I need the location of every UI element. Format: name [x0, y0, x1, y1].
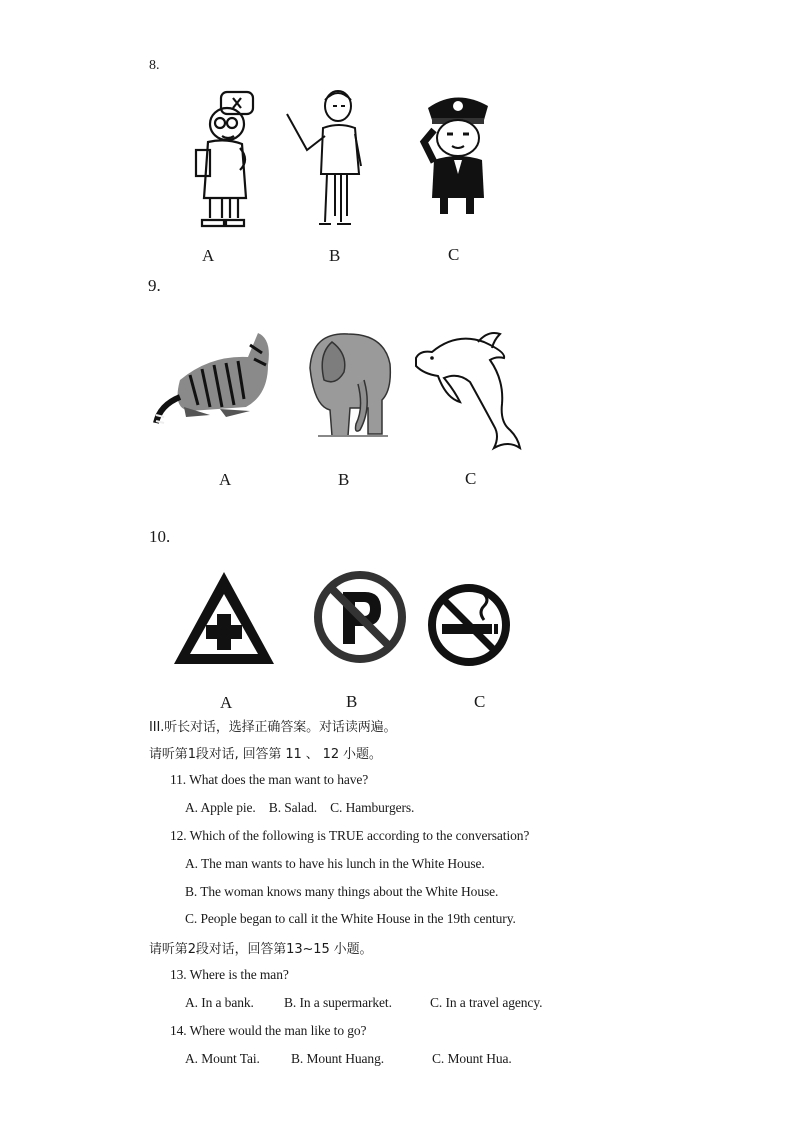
police-officer-icon	[420, 90, 495, 220]
q11-options: A. Apple pie. B. Salad. C. Hamburgers.	[185, 800, 415, 815]
no-parking-sign-icon	[313, 570, 407, 664]
q14-option-c: C. Mount Hua.	[432, 1051, 512, 1066]
dialog-2-intro: 请听第2段对话，回答第13~15 小题。	[149, 942, 373, 957]
q8-option-c: C	[448, 245, 460, 264]
q12-question: 12. Which of the following is TRUE according to the conversation?	[170, 828, 530, 843]
q14-option-b: B. Mount Huang.	[291, 1051, 385, 1066]
q12-option-a: A. The man wants to have his lunch in the White House.	[185, 856, 485, 871]
q13-option-c: C. In a travel agency.	[430, 995, 543, 1010]
q13-question: 13. Where is the man?	[170, 967, 289, 982]
no-smoking-sign-icon	[426, 582, 512, 668]
section-3-heading: III.听长对话，选择正确答案。对话读两遍。	[149, 720, 397, 735]
q8-option-b: B	[329, 246, 341, 265]
question-8-number: 8.	[149, 58, 160, 73]
elephant-icon	[298, 324, 398, 444]
q12-option-b: B. The woman knows many things about the White House.	[185, 884, 499, 899]
q10-option-a: A	[220, 693, 233, 712]
doctor-icon	[188, 86, 258, 231]
question-10-number: 10.	[149, 527, 171, 546]
q8-option-a: A	[202, 246, 215, 265]
q9-option-b: B	[338, 470, 350, 489]
q14-option-a: A. Mount Tai.	[185, 1051, 260, 1066]
q11-question: 11. What does the man want to have?	[170, 772, 369, 787]
q12-option-c: C. People began to call it the White House in the 19th century.	[185, 911, 516, 926]
first-aid-sign-icon	[170, 568, 278, 668]
q13-option-b: B. In a supermarket.	[284, 995, 392, 1010]
q10-option-b: B	[346, 692, 358, 711]
q9-option-c: C	[465, 469, 477, 488]
q14-question: 14. Where would the man like to go?	[170, 1023, 367, 1038]
teacher-icon	[285, 84, 365, 229]
q9-option-a: A	[219, 470, 232, 489]
q10-option-c: C	[474, 692, 486, 711]
q13-option-a: A. In a bank.	[185, 995, 254, 1010]
tiger-icon	[150, 325, 275, 430]
dialog-1-intro: 请听第1段对话, 回答第 11 、 12 小题。	[149, 747, 382, 762]
question-9-number: 9.	[148, 276, 161, 295]
dolphin-icon	[410, 330, 525, 455]
